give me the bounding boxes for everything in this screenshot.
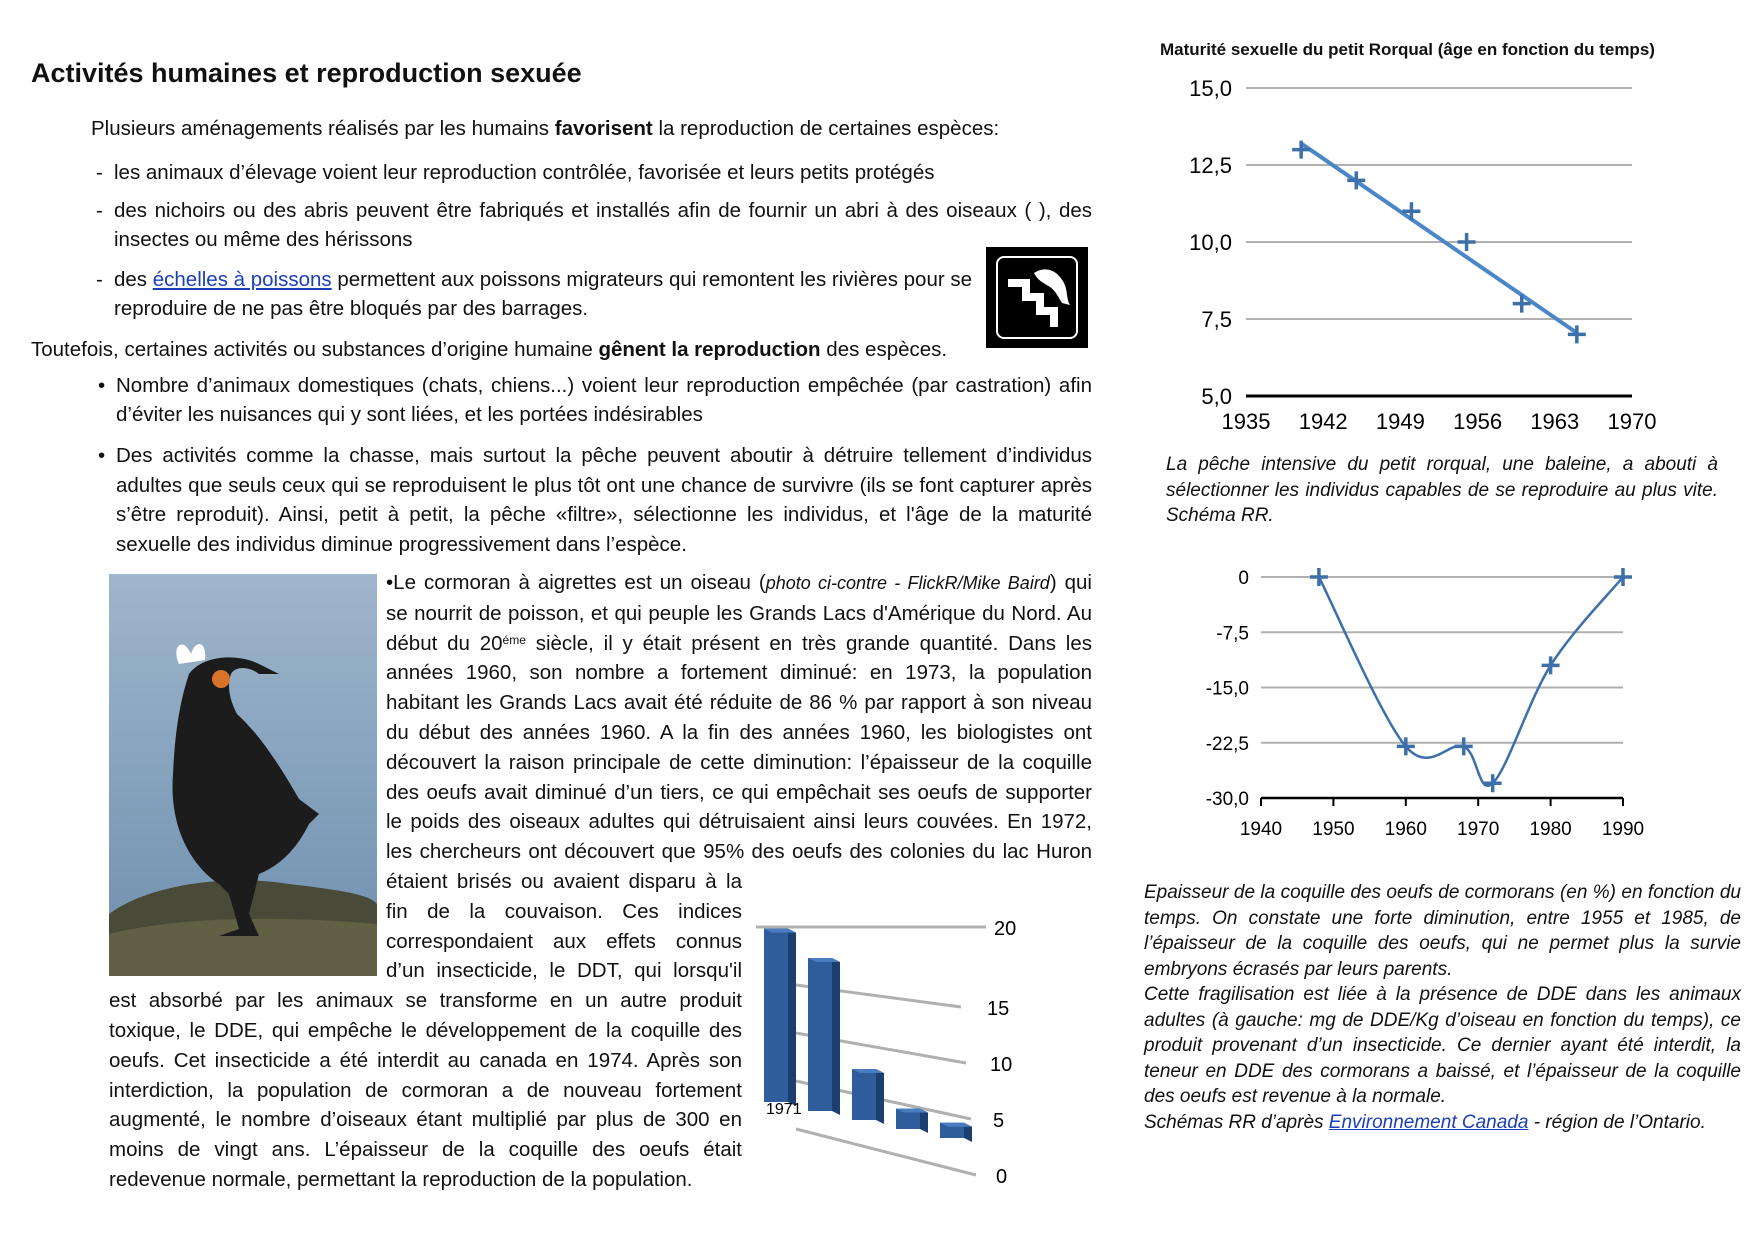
- x-tick-label: 1963: [1530, 409, 1580, 434]
- cormorant-section: [109, 568, 1092, 1195]
- x-tick-label: 1970: [1607, 409, 1657, 434]
- x-tick-label: 1990: [1601, 819, 1645, 840]
- bar-side: [876, 1069, 884, 1124]
- list-item-text-end: permettent aux poissons migrateurs qui remontent les rivières pour se reproduire de ne pas être bloqués par des barrages.: [114, 268, 973, 320]
- eggshell-chart: [1160, 560, 1680, 860]
- x-tick-label: 1942: [1298, 409, 1348, 434]
- fish-ladder-icon: [986, 247, 1088, 348]
- bar: [852, 1069, 876, 1120]
- list-item: [96, 158, 1092, 187]
- list-item-text: Nombre d’animaux domestiques (chats, chiens...) voient leur reproduction empêchée (par castration) afin d’éviter les nuisances qui y sont liées, et les portées indésirables: [116, 374, 1092, 426]
- list-item-text: les animaux d’élevage voient leur reproduction contrôlée, favorisée et leurs petits protégés: [114, 161, 935, 184]
- bullet: •: [98, 444, 106, 467]
- y-tick-label: 10,0: [1189, 230, 1232, 255]
- however-paragraph: [31, 335, 947, 364]
- caption-source: Schémas RR d’après: [1144, 1111, 1329, 1133]
- bullet: •: [98, 374, 106, 397]
- rorqual-chart: [1160, 70, 1680, 440]
- page-title: Activités humaines et reproduction sexuée: [31, 58, 582, 88]
- y-tick-label: 5,0: [1201, 384, 1232, 409]
- list-item: [96, 196, 1092, 254]
- intro-bold: favorisent: [554, 117, 653, 140]
- data-point: [1310, 568, 1328, 586]
- caption-paragraph: Cette fragilisation est liée à la présence de DDE dans les animaux adultes (à gauche: mg de DDE/Kg d’oiseau en fonction du temps), ce produit provenant d’un insecticide. Ce dernier ayant été interdit, la teneur en DDE des cormorans a baissé, et l’épaisseur de la coquille des oeufs est revenue à la normale.: [1144, 984, 1741, 1107]
- eggshell-caption: [1144, 880, 1741, 1135]
- y-tick-label: -15,0: [1205, 678, 1249, 700]
- y-tick-label: 15: [987, 998, 1010, 1020]
- data-point: [1542, 656, 1560, 674]
- series-line: [1319, 577, 1623, 786]
- y-tick-label: 0: [1238, 568, 1249, 589]
- dde-bar-chart: [756, 884, 1092, 1188]
- y-tick-label: 0: [996, 1166, 1008, 1188]
- x-tick-label: 1950: [1312, 819, 1355, 840]
- bar-side: [832, 958, 840, 1115]
- however-bold: gênent la reproduction: [598, 338, 821, 361]
- however-text: Toutefois, certaines activités ou substances d’origine humaine: [31, 338, 599, 361]
- list-item: [96, 265, 980, 323]
- caption-paragraph: Epaisseur de la coquille des oeufs de cormorans (en %) en fonction du temps. On constate une forte diminution, entre 1955 et 1985, de l’épaisseur de la coquille des oeufs, qui ne permet plus la survie embryons écrasés par leurs parents.: [1144, 882, 1741, 980]
- y-tick-label: 7,5: [1201, 307, 1232, 332]
- y-tick-label: 20: [994, 918, 1017, 940]
- intro-text: Plusieurs aménagements réalisés par les humains: [91, 117, 555, 140]
- caption-source-end: - région de l’Ontario.: [1528, 1111, 1706, 1133]
- cormorant-text: ) qui se nourrit de poisson, et qui peuple les Grands Lacs d'Amérique du Nord. Au début du 20: [386, 571, 1092, 655]
- fish-ladder-link[interactable]: échelles à poissons: [152, 268, 332, 291]
- trend-line: [1301, 143, 1577, 332]
- list-item-text: Des activités comme la chasse, mais surtout la pêche peuvent aboutir à détruire tellement d’individus adultes que seuls ceux qui se reproduisent le plus tôt ont une chance de survivre (ils se font capturer après s’être reproduit). Ainsi, petit à petit, la pêche «filtre», sélectionne les individus, et l'âge de la maturité sexuelle des individus diminue progressivement dans l’espèce.: [116, 444, 1092, 556]
- dash-bullet: -: [96, 199, 103, 222]
- x-tick-label: 1970: [1457, 819, 1500, 840]
- x-tick-label: 1980: [1529, 819, 1572, 840]
- data-point: [1292, 141, 1310, 159]
- data-point: [1402, 202, 1420, 220]
- x-tick-label: 1971: [766, 1101, 802, 1118]
- x-tick-label: 1940: [1239, 819, 1283, 840]
- list-item: [98, 441, 1092, 559]
- intro-paragraph: [91, 114, 999, 143]
- y-tick-label: 15,0: [1189, 76, 1232, 101]
- x-tick-label: 1956: [1453, 409, 1503, 434]
- intro-text-end: la reproduction de certaines espèces:: [652, 117, 1000, 140]
- y-tick-label: 10: [990, 1054, 1013, 1076]
- dash-bullet: -: [96, 268, 103, 291]
- rorqual-caption: La pêche intensive du petit rorqual, une baleine, a abouti à sélectionner les individus capables de se reproduire au plus vite. Schéma RR.: [1166, 454, 1718, 526]
- y-tick-label: -22,5: [1205, 733, 1249, 755]
- environnement-canada-link[interactable]: Environnement Canada: [1328, 1111, 1529, 1133]
- list-item-text: des nichoirs ou des abris peuvent être fabriqués et installés afin de fournir un abri à des oiseaux ( ), des insectes ou même des hérissons: [114, 199, 1092, 251]
- x-tick-label: 1949: [1375, 409, 1425, 434]
- bar-side: [788, 929, 796, 1106]
- however-text-end: des espèces.: [820, 338, 948, 361]
- y-tick-label: -30,0: [1205, 789, 1249, 810]
- dash-bullet: -: [96, 161, 103, 184]
- y-tick-label: 5: [993, 1110, 1005, 1132]
- photo-credit: photo ci-contre - FlickR/Mike Baird: [765, 573, 1050, 593]
- list-item: [98, 371, 1092, 429]
- cormorant-text: siècle, il y était présent en très grande quantité. Dans les années 1960, son nombre a fortement diminué: en 1973, la population habitant les Grands Lacs avait été réduite de 86 % par rapport à son niveau du début des années 1960. A la fin des années 1960, les biologistes ont découvert la raison principale de cette diminution: l’épaisseur de la coquille des oeufs avait diminué d’un tiers, ce qui empêchait ses oeufs de supporter le poids des oiseaux adultes qui détruisaient ainsi leurs couvées. En 1972, les chercheurs ont découvert que 95% des oeufs des colonies du lac Huron étaient brisés ou avaient disparu à la fin de la couvaison. Ces indices correspondaient aux effets connus d’un insecticide, le DDT, qui lorsqu'il est absorbé par les animaux se transforme en un autre produit toxique, le DDE, qui empêche le développement de la coquille des oeufs. Cet insecticide a été interdit au canada en 1974. Après son interdiction, la population de cormoran a de nouveau fortement augmenté, le nombre d’oiseaux étant multiplié par plus de 300 en moins de vingt ans. L’épaisseur de la coquille des oeufs était redevenue normale, permettant la reproduction de la population.: [109, 631, 1092, 1191]
- bar: [764, 929, 788, 1102]
- x-tick-label: 1935: [1221, 409, 1271, 434]
- cormorant-text: •Le cormoran à aigrettes est un oiseau (: [386, 571, 766, 594]
- y-tick-label: 12,5: [1189, 153, 1232, 178]
- data-point: [1458, 233, 1476, 251]
- bar: [808, 958, 832, 1111]
- rorqual-chart-title: Maturité sexuelle du petit Rorqual (âge en fonction du temps): [1160, 40, 1655, 59]
- cormorant-photo: [109, 574, 377, 976]
- list-item-text: des: [114, 268, 153, 291]
- y-tick-label: -7,5: [1216, 623, 1249, 645]
- superscript: éme: [502, 632, 526, 647]
- x-tick-label: 1960: [1384, 819, 1427, 840]
